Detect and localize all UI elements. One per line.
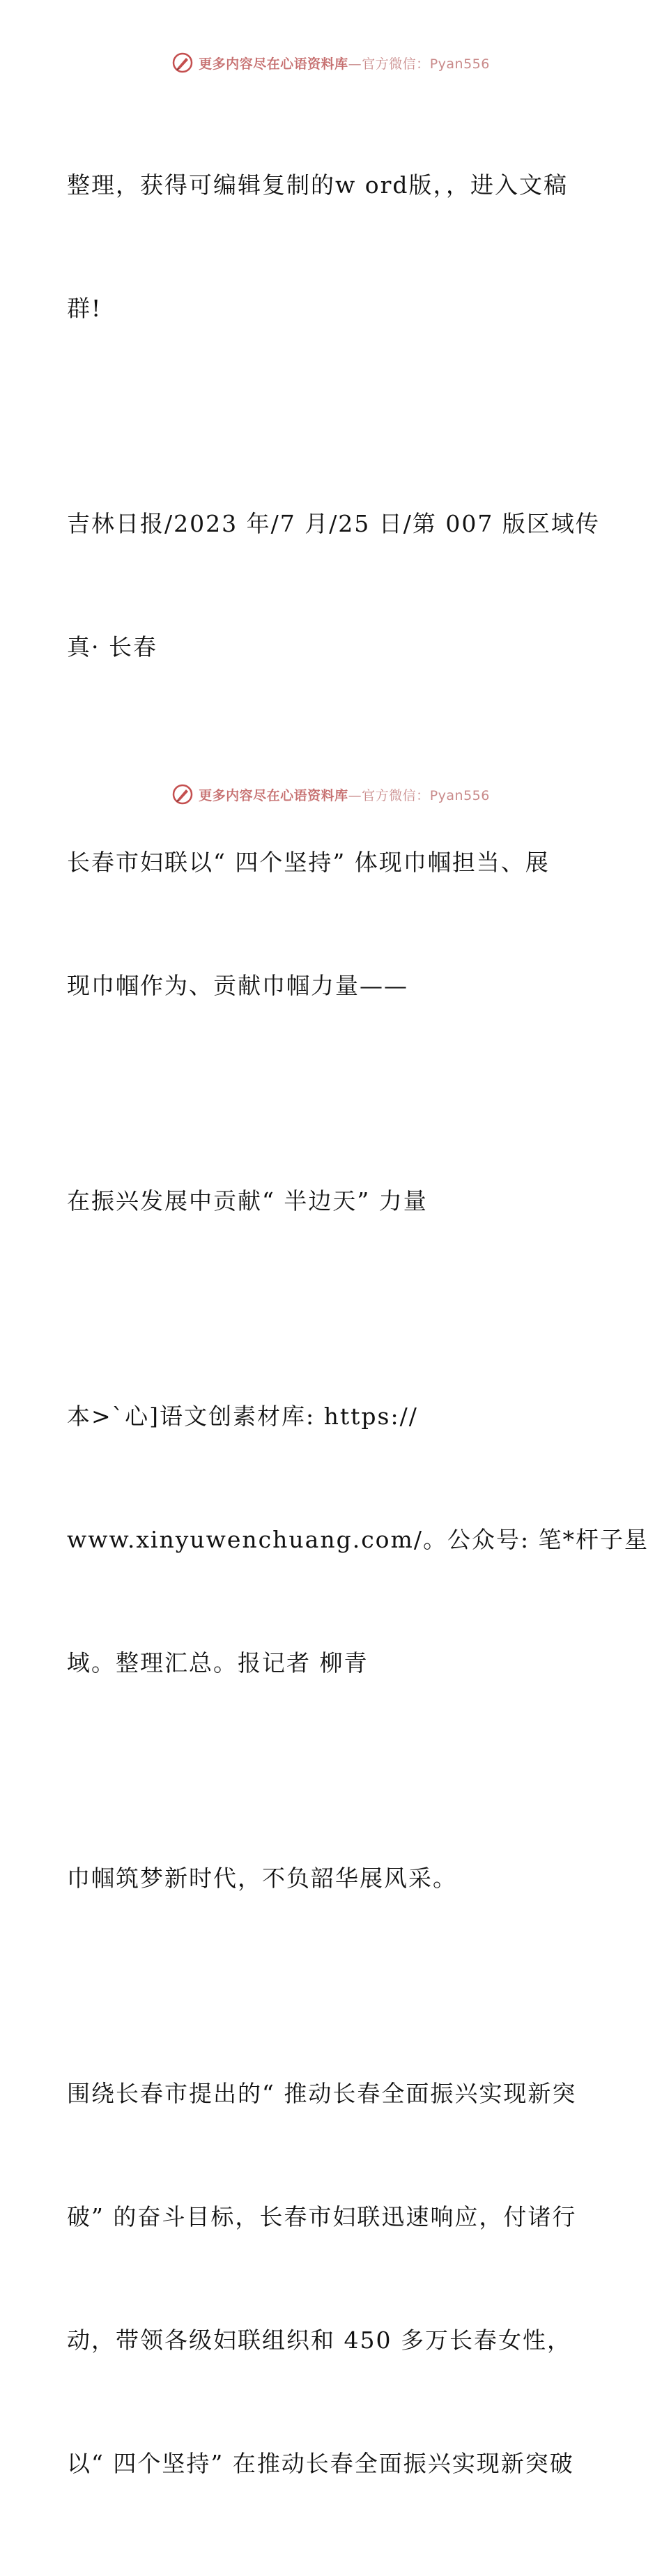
text-line: 长春市妇联以“ 四个坚持” 体现巾帼担当、展	[67, 849, 550, 876]
text-line: 吉林日报/2023 年/7 月/25 日/第 007 版区域传	[67, 510, 600, 537]
text-line: 现巾帼作为、贡献巾帼力量——	[67, 972, 408, 999]
footer-banner-account: Pyan556	[429, 787, 490, 803]
header-banner-dash: —	[348, 56, 362, 72]
header-banner-tail: 官方微信：	[362, 56, 430, 72]
text-line: 群!	[67, 295, 102, 322]
pen-logo-icon	[172, 52, 193, 73]
paragraph-body	[67, 1991, 596, 2566]
footer-banner-lead: 更多内容尽在心语资料库	[199, 787, 348, 803]
footer-banner-tail: 官方微信：	[362, 787, 430, 803]
paragraph-byline	[67, 1313, 649, 1766]
paragraph-lead	[67, 1775, 596, 1981]
footer-banner-text	[199, 785, 490, 804]
text-line: 以“ 四个坚持” 在推动长春全面振兴实现新突破	[67, 2450, 574, 2477]
header-banner-text	[199, 54, 490, 72]
paragraph-headline	[67, 759, 596, 1088]
text-line: 在振兴发展中贡献“ 半边天” 力量	[67, 1187, 428, 1214]
paragraph-intro	[67, 82, 596, 411]
footer-banner-dash: —	[348, 787, 362, 803]
header-banner-lead: 更多内容尽在心语资料库	[199, 56, 348, 72]
text-line: 巾帼筑梦新时代，不负韶华展风采。	[67, 1865, 457, 1892]
footer-banner	[0, 780, 662, 808]
text-line: 动，带领各级妇联组织和 450 多万长春女性，	[67, 2327, 571, 2354]
paragraph-source	[67, 421, 600, 750]
header-banner-account: Pyan556	[429, 56, 490, 72]
document-body	[67, 82, 649, 2576]
text-line: www.xinyuwenchuang.com/。公众号: 笔*杆子星	[67, 1526, 649, 1553]
pen-logo-icon	[172, 784, 193, 805]
text-line: 围绕长春市提出的“ 推动长春全面振兴实现新突	[67, 2080, 577, 2107]
text-line: 域。整理汇总。报记者 柳青	[67, 1649, 369, 1676]
text-line: 真· 长春	[67, 633, 157, 661]
text-line: 整理，获得可编辑复制的w ord版，，进入文稿	[67, 171, 569, 199]
text-line: 破” 的奋斗目标，长春市妇联迅速响应，付诸行	[67, 2203, 577, 2230]
header-banner	[0, 49, 662, 77]
text-line: 本>`心]语文创素材库: https://	[67, 1403, 418, 1430]
paragraph-subheadline	[67, 1098, 596, 1304]
